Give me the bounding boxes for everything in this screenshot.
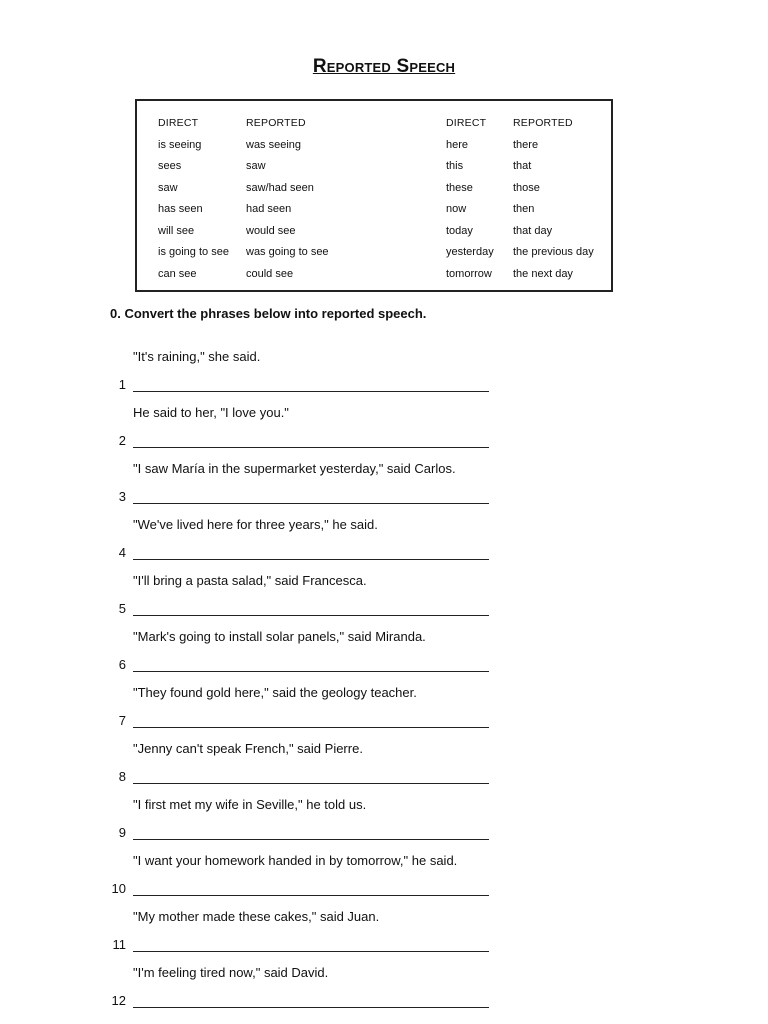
instruction-text: 0. Convert the phrases below into reported speech. xyxy=(110,306,427,321)
answer-line-row xyxy=(100,545,500,563)
exercise-prompt: "We've lived here for three years," he said. xyxy=(133,517,378,532)
column-header: DIRECT xyxy=(158,117,199,129)
table-cell: could see xyxy=(246,267,294,280)
answer-line-row xyxy=(100,601,500,619)
column-header: DIRECT xyxy=(446,117,487,129)
exercise-prompt: "I first met my wife in Seville," he told us. xyxy=(133,797,367,812)
exercise-number: 9 xyxy=(118,825,126,840)
answer-blank[interactable] xyxy=(133,783,489,784)
exercise-number: 5 xyxy=(118,601,126,616)
answer-blank[interactable] xyxy=(133,1007,489,1008)
table-cell: saw xyxy=(246,160,266,172)
exercise-prompt: "They found gold here," said the geology teacher. xyxy=(133,685,417,700)
exercise-prompt: "My mother made these cakes," said Juan. xyxy=(133,909,380,924)
exercise-prompt: "Mark's going to install solar panels," said Miranda. xyxy=(133,629,426,644)
table-cell: would see xyxy=(246,224,296,237)
table-cell: yesterday xyxy=(446,246,494,258)
left-reported-column xyxy=(246,113,329,285)
answer-line-row xyxy=(100,489,500,507)
table-cell: will see xyxy=(158,224,195,237)
column-header: REPORTED xyxy=(246,117,306,129)
table-cell: saw xyxy=(158,181,178,194)
answer-line-row xyxy=(100,825,500,843)
answer-blank[interactable] xyxy=(133,447,489,448)
answer-blank[interactable] xyxy=(133,671,489,672)
table-cell: is going to see xyxy=(158,246,229,258)
exercise-prompt: He said to her, "I love you." xyxy=(133,405,289,420)
table-cell: was seeing xyxy=(246,138,302,151)
answer-line-row xyxy=(100,657,500,675)
exercise-number: 7 xyxy=(118,713,126,728)
left-direct-column xyxy=(158,113,229,285)
exercise-prompt: "I want your homework handed in by tomorrow," he said. xyxy=(133,853,458,868)
reference-table xyxy=(135,99,613,292)
exercise-prompt: "I saw María in the supermarket yesterday," said Carlos. xyxy=(133,461,456,476)
answer-blank[interactable] xyxy=(133,839,489,840)
table-cell: here xyxy=(446,138,469,151)
table-cell: the next day xyxy=(513,267,573,280)
answer-blank[interactable] xyxy=(133,503,489,504)
table-cell: this xyxy=(446,160,464,172)
table-cell: sees xyxy=(158,160,182,172)
table-cell: can see xyxy=(158,267,197,280)
exercise-prompt: "It's raining," she said. xyxy=(133,349,261,364)
table-cell: today xyxy=(446,224,473,237)
table-cell: is seeing xyxy=(158,138,202,151)
exercise-number: 12 xyxy=(111,993,126,1008)
exercise-number: 1 xyxy=(118,377,126,392)
table-cell: the previous day xyxy=(513,246,594,258)
table-cell: that day xyxy=(513,224,553,237)
answer-blank[interactable] xyxy=(133,727,489,728)
answer-blank[interactable] xyxy=(133,951,489,952)
table-cell: there xyxy=(513,138,539,151)
answer-line-row xyxy=(100,937,500,955)
answer-line-row xyxy=(100,377,500,395)
exercise-prompt: "I'll bring a pasta salad," said Francesca. xyxy=(133,573,367,588)
exercise-number: 2 xyxy=(118,433,126,448)
right-reported-column xyxy=(513,113,594,285)
answer-line-row xyxy=(100,993,500,1011)
exercise-number: 6 xyxy=(118,657,126,672)
answer-line-row xyxy=(100,769,500,787)
exercise-number: 4 xyxy=(118,545,126,560)
answer-blank[interactable] xyxy=(133,391,489,392)
exercise-prompt: "Jenny can't speak French," said Pierre. xyxy=(133,741,363,756)
answer-line-row xyxy=(100,713,500,731)
page-title: Reported Speech xyxy=(312,56,456,77)
table-cell: that xyxy=(513,160,532,172)
answer-blank[interactable] xyxy=(133,615,489,616)
answer-blank[interactable] xyxy=(133,559,489,560)
table-cell: those xyxy=(513,181,540,194)
table-cell: saw/had seen xyxy=(246,181,314,194)
answer-line-row xyxy=(100,433,500,451)
table-cell: tomorrow xyxy=(446,267,492,280)
table-cell: now xyxy=(446,203,467,215)
answer-blank[interactable] xyxy=(133,895,489,896)
table-cell: these xyxy=(446,181,473,194)
exercise-number: 3 xyxy=(118,489,126,504)
answer-line-row xyxy=(100,881,500,899)
exercise-number: 10 xyxy=(111,881,126,896)
table-cell: was going to see xyxy=(246,246,329,258)
table-cell: has seen xyxy=(158,203,203,215)
table-cell: had seen xyxy=(246,203,292,215)
exercise-prompt: "I'm feeling tired now," said David. xyxy=(133,965,329,980)
right-direct-column xyxy=(446,113,494,285)
column-header: REPORTED xyxy=(513,117,573,129)
exercise-number: 8 xyxy=(118,769,126,784)
table-cell: then xyxy=(513,203,535,215)
exercise-number: 11 xyxy=(112,937,126,952)
